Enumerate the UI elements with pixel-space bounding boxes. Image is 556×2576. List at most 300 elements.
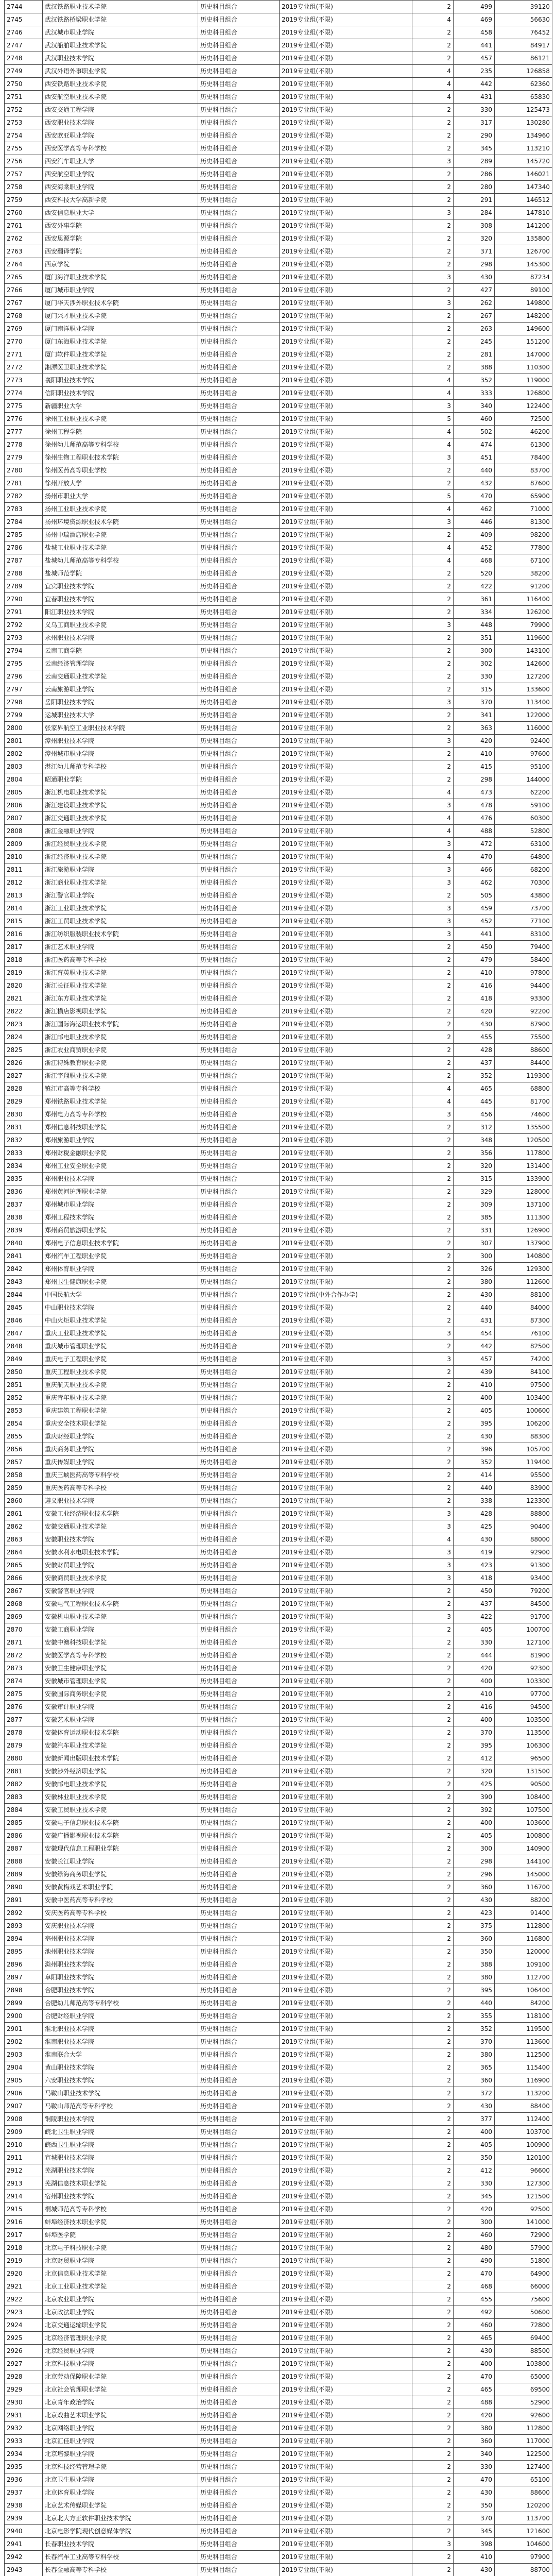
school-name-cell: 中山火炬职业技术学院 — [43, 1314, 198, 1327]
major-group-cell: 2019专业组(不限) — [280, 65, 412, 78]
min-rank-cell: 39120 — [495, 1, 552, 13]
min-rank-cell: 146512 — [495, 194, 552, 207]
major-group-cell: 2019专业组(不限) — [280, 1520, 412, 1533]
plan-count-cell: 2 — [412, 335, 454, 348]
school-code-cell: 2809 — [5, 838, 43, 851]
major-group-cell: 2019专业组(不限) — [280, 1443, 412, 1456]
table-row — [5, 863, 552, 876]
subject-category-cell: 历史科目组合 — [198, 1482, 280, 1495]
major-group-cell: 2019专业组(不限) — [280, 1997, 412, 2010]
table-row — [5, 1868, 552, 1881]
school-code-cell: 2906 — [5, 2087, 43, 2100]
plan-count-cell: 2 — [412, 1224, 454, 1237]
min-rank-cell: 94500 — [495, 1701, 552, 1714]
plan-count-cell: 3 — [412, 735, 454, 748]
school-code-cell: 2901 — [5, 2023, 43, 2036]
school-code-cell: 2826 — [5, 1057, 43, 1070]
school-name-cell: 北京北大方正软件职业技术学院 — [43, 2512, 198, 2525]
school-name-cell: 北京工业职业技术学院 — [43, 2280, 198, 2293]
plan-count-cell: 2 — [412, 168, 454, 181]
table-row — [5, 1340, 552, 1353]
school-code-cell: 2868 — [5, 1598, 43, 1611]
school-code-cell: 2790 — [5, 593, 43, 606]
school-code-cell: 2818 — [5, 954, 43, 967]
major-group-cell: 2019专业组(不限) — [280, 13, 412, 26]
school-code-cell: 2793 — [5, 632, 43, 645]
school-name-cell: 扬州中瑞酒店职业学院 — [43, 529, 198, 541]
subject-category-cell: 历史科目组合 — [198, 451, 280, 464]
min-rank-cell: 147000 — [495, 348, 552, 361]
plan-count-cell: 2 — [412, 1276, 454, 1289]
plan-count-cell: 2 — [412, 2499, 454, 2512]
major-group-cell: 2019专业组(不限) — [280, 541, 412, 554]
min-score-cell: 425 — [454, 1778, 495, 1791]
major-group-cell: 2019专业组(不限) — [280, 181, 412, 194]
min-score-cell: 431 — [454, 91, 495, 104]
min-rank-cell: 134960 — [495, 129, 552, 142]
min-rank-cell: 61300 — [495, 438, 552, 451]
subject-category-cell: 历史科目组合 — [198, 541, 280, 554]
table-row — [5, 748, 552, 760]
subject-category-cell: 历史科目组合 — [198, 1559, 280, 1572]
school-code-cell: 2924 — [5, 2319, 43, 2332]
school-name-cell: 北京科技经营管理学院 — [43, 2461, 198, 2473]
table-row — [5, 1778, 552, 1791]
school-code-cell: 2922 — [5, 2293, 43, 2306]
min-rank-cell: 63100 — [495, 838, 552, 851]
subject-category-cell: 历史科目组合 — [198, 773, 280, 786]
school-name-cell: 扬州环境资源职业技术学院 — [43, 516, 198, 529]
subject-category-cell: 历史科目组合 — [198, 438, 280, 451]
school-code-cell: 2839 — [5, 1224, 43, 1237]
subject-category-cell: 历史科目组合 — [198, 284, 280, 297]
plan-count-cell: 2 — [412, 1366, 454, 1379]
major-group-cell: 2019专业组(不限) — [280, 129, 412, 142]
plan-count-cell: 2 — [412, 1675, 454, 1688]
subject-category-cell: 历史科目组合 — [198, 696, 280, 709]
subject-category-cell: 历史科目组合 — [198, 2499, 280, 2512]
min-score-cell: 326 — [454, 1263, 495, 1276]
min-score-cell: 300 — [454, 1842, 495, 1855]
table-row — [5, 1623, 552, 1636]
plan-count-cell: 2 — [412, 2461, 454, 2473]
school-code-cell: 2844 — [5, 1289, 43, 1301]
min-score-cell: 456 — [454, 1108, 495, 1121]
min-rank-cell: 113400 — [495, 696, 552, 709]
table-row — [5, 2448, 552, 2461]
plan-count-cell: 3 — [412, 451, 454, 464]
school-name-cell: 北京卫生职业学院 — [43, 2473, 198, 2486]
school-code-cell: 2930 — [5, 2396, 43, 2409]
min-score-cell: 468 — [454, 554, 495, 567]
plan-count-cell: 2 — [412, 1237, 454, 1250]
table-row — [5, 2396, 552, 2409]
table-row — [5, 26, 552, 39]
school-name-cell: 马鞍山师范高等专科学校 — [43, 2100, 198, 2113]
school-name-cell: 郑州工程技术学院 — [43, 1211, 198, 1224]
table-row — [5, 284, 552, 297]
min-score-cell: 412 — [454, 2164, 495, 2177]
school-code-cell: 2914 — [5, 2190, 43, 2203]
plan-count-cell: 2 — [412, 2409, 454, 2422]
school-name-cell: 中山职业技术学院 — [43, 1301, 198, 1314]
min-score-cell: 479 — [454, 954, 495, 967]
major-group-cell: 2019专业组(不限) — [280, 2061, 412, 2074]
table-row — [5, 1482, 552, 1495]
school-name-cell: 阜阳职业技术学院 — [43, 1971, 198, 1984]
plan-count-cell: 2 — [412, 773, 454, 786]
plan-count-cell: 3 — [412, 1611, 454, 1623]
min-rank-cell: 59100 — [495, 799, 552, 812]
school-code-cell: 2833 — [5, 1147, 43, 1160]
plan-count-cell: 2 — [412, 593, 454, 606]
plan-count-cell: 2 — [412, 1984, 454, 1997]
major-group-cell: 2019专业组(不限) — [280, 1018, 412, 1031]
min-score-cell: 450 — [454, 941, 495, 954]
min-rank-cell: 128000 — [495, 1185, 552, 1198]
min-rank-cell: 56630 — [495, 13, 552, 26]
min-rank-cell: 146021 — [495, 168, 552, 181]
subject-category-cell: 历史科目组合 — [198, 1636, 280, 1649]
table-row — [5, 2203, 552, 2216]
table-row — [5, 400, 552, 413]
plan-count-cell: 2 — [412, 1726, 454, 1739]
subject-category-cell: 历史科目组合 — [198, 2332, 280, 2345]
school-code-cell: 2828 — [5, 1082, 43, 1095]
min-rank-cell: 103400 — [495, 1392, 552, 1404]
plan-count-cell: 2 — [412, 1920, 454, 1933]
school-code-cell: 2822 — [5, 1005, 43, 1018]
min-rank-cell: 78400 — [495, 451, 552, 464]
school-code-cell: 2824 — [5, 1031, 43, 1044]
min-score-cell: 388 — [454, 1958, 495, 1971]
table-row — [5, 232, 552, 245]
major-group-cell: 2019专业组(不限) — [280, 1907, 412, 1920]
min-score-cell: 340 — [454, 400, 495, 413]
table-row — [5, 1263, 552, 1276]
subject-category-cell: 历史科目组合 — [198, 670, 280, 683]
major-group-cell: 2019专业组(不限) — [280, 1160, 412, 1173]
subject-category-cell: 历史科目组合 — [198, 91, 280, 104]
min-rank-cell: 137900 — [495, 1237, 552, 1250]
school-name-cell: 西安航空职业学院 — [43, 168, 198, 181]
table-row — [5, 1250, 552, 1263]
min-score-cell: 370 — [454, 2512, 495, 2525]
min-score-cell: 450 — [454, 1585, 495, 1598]
subject-category-cell: 历史科目组合 — [198, 1765, 280, 1778]
admission-score-sheet — [4, 0, 552, 2576]
min-rank-cell: 74600 — [495, 1108, 552, 1121]
subject-category-cell: 历史科目组合 — [198, 1726, 280, 1739]
min-score-cell: 267 — [454, 310, 495, 323]
min-rank-cell: 92400 — [495, 735, 552, 748]
major-group-cell: 2019专业组(不限) — [280, 1276, 412, 1289]
min-rank-cell: 107500 — [495, 1804, 552, 1817]
plan-count-cell: 2 — [412, 1688, 454, 1701]
min-score-cell: 430 — [454, 1289, 495, 1301]
plan-count-cell: 2 — [412, 2383, 454, 2396]
table-row — [5, 2358, 552, 2370]
plan-count-cell: 3 — [412, 1507, 454, 1520]
school-code-cell: 2851 — [5, 1379, 43, 1392]
min-rank-cell: 88600 — [495, 1044, 552, 1057]
min-rank-cell: 113200 — [495, 2087, 552, 2100]
min-score-cell: 451 — [454, 451, 495, 464]
subject-category-cell: 历史科目组合 — [198, 2036, 280, 2048]
subject-category-cell: 历史科目组合 — [198, 258, 280, 271]
table-row — [5, 1095, 552, 1108]
school-code-cell: 2768 — [5, 310, 43, 323]
school-code-cell: 2802 — [5, 748, 43, 760]
subject-category-cell: 历史科目组合 — [198, 232, 280, 245]
min-score-cell: 350 — [454, 2151, 495, 2164]
school-name-cell: 徐州幼儿师范高等专科学校 — [43, 438, 198, 451]
major-group-cell: 2019专业组(不限) — [280, 915, 412, 928]
subject-category-cell: 历史科目组合 — [198, 2061, 280, 2074]
min-score-cell: 405 — [454, 1404, 495, 1417]
table-row — [5, 1211, 552, 1224]
school-code-cell: 2879 — [5, 1739, 43, 1752]
major-group-cell: 2019专业组(不限) — [280, 580, 412, 593]
table-row — [5, 799, 552, 812]
min-score-cell: 455 — [454, 1031, 495, 1044]
min-rank-cell: 91400 — [495, 1907, 552, 1920]
major-group-cell: 2019专业组(不限) — [280, 1147, 412, 1160]
table-row — [5, 2100, 552, 2113]
min-rank-cell: 145300 — [495, 258, 552, 271]
min-rank-cell: 111300 — [495, 1211, 552, 1224]
min-rank-cell: 144100 — [495, 1855, 552, 1868]
school-name-cell: 浙江育英职业技术学院 — [43, 967, 198, 979]
school-code-cell: 2777 — [5, 426, 43, 438]
table-row — [5, 954, 552, 967]
major-group-cell: 2019专业组(不限) — [280, 967, 412, 979]
min-score-cell: 371 — [454, 245, 495, 258]
min-score-cell: 400 — [454, 2358, 495, 2370]
min-score-cell: 385 — [454, 1211, 495, 1224]
school-code-cell: 2908 — [5, 2113, 43, 2126]
min-rank-cell: 68800 — [495, 1082, 552, 1095]
major-group-cell: 2019专业组(不限) — [280, 1662, 412, 1675]
subject-category-cell: 历史科目组合 — [198, 2216, 280, 2229]
major-group-cell: 2019专业组(不限) — [280, 1057, 412, 1070]
major-group-cell: 2019专业组(不限) — [280, 1250, 412, 1263]
plan-count-cell: 3 — [412, 400, 454, 413]
plan-count-cell: 2 — [412, 580, 454, 593]
major-group-cell: 2019专业组(不限) — [280, 1829, 412, 1842]
plan-count-cell: 3 — [412, 915, 454, 928]
school-code-cell: 2904 — [5, 2061, 43, 2074]
min-rank-cell: 144000 — [495, 773, 552, 786]
school-code-cell: 2873 — [5, 1662, 43, 1675]
min-score-cell: 380 — [454, 1971, 495, 1984]
major-group-cell: 2019专业组(不限) — [280, 722, 412, 735]
table-row — [5, 1507, 552, 1520]
min-rank-cell: 103300 — [495, 1675, 552, 1688]
school-code-cell: 2813 — [5, 889, 43, 902]
plan-count-cell: 2 — [412, 1134, 454, 1147]
school-name-cell: 安徽邮电职业技术学院 — [43, 1778, 198, 1791]
table-row — [5, 2126, 552, 2139]
school-code-cell: 2926 — [5, 2345, 43, 2358]
plan-count-cell: 2 — [412, 2448, 454, 2461]
plan-count-cell: 2 — [412, 1714, 454, 1726]
min-score-cell: 442 — [454, 1340, 495, 1353]
subject-category-cell: 历史科目组合 — [198, 1018, 280, 1031]
school-code-cell: 2788 — [5, 567, 43, 580]
plan-count-cell: 2 — [412, 1379, 454, 1392]
plan-count-cell: 4 — [412, 374, 454, 387]
table-row — [5, 1855, 552, 1868]
subject-category-cell: 历史科目组合 — [198, 374, 280, 387]
min-rank-cell: 115400 — [495, 2061, 552, 2074]
major-group-cell: 2019专业组(不限) — [280, 2139, 412, 2151]
plan-count-cell: 2 — [412, 941, 454, 954]
school-name-cell: 重庆城市管理职业学院 — [43, 1340, 198, 1353]
school-name-cell: 漳州职业技术学院 — [43, 735, 198, 748]
major-group-cell: 2019专业组(不限) — [280, 928, 412, 941]
school-name-cell: 武汉外语外事职业学院 — [43, 65, 198, 78]
plan-count-cell: 3 — [412, 696, 454, 709]
subject-category-cell: 历史科目组合 — [198, 1572, 280, 1585]
min-score-cell: 442 — [454, 78, 495, 91]
major-group-cell: 2019专业组(不限) — [280, 1868, 412, 1881]
school-name-cell: 厦门华天涉外职业技术学院 — [43, 297, 198, 310]
school-code-cell: 2940 — [5, 2525, 43, 2538]
min-score-cell: 465 — [454, 1082, 495, 1095]
school-code-cell: 2857 — [5, 1456, 43, 1469]
subject-category-cell: 历史科目组合 — [198, 2177, 280, 2190]
major-group-cell: 2019专业组(不限) — [280, 39, 412, 52]
min-score-cell: 470 — [454, 2370, 495, 2383]
plan-count-cell: 2 — [412, 1057, 454, 1070]
table-row — [5, 1031, 552, 1044]
table-row — [5, 348, 552, 361]
school-name-cell: 浙江长征职业技术学院 — [43, 979, 198, 992]
min-score-cell: 490 — [454, 2255, 495, 2267]
major-group-cell: 2019专业组(不限) — [280, 271, 412, 284]
school-name-cell: 遵义职业技术学院 — [43, 1495, 198, 1507]
min-score-cell: 405 — [454, 2139, 495, 2151]
major-group-cell: 2019专业组(不限) — [280, 1881, 412, 1894]
min-score-cell: 420 — [454, 2203, 495, 2216]
table-row — [5, 1791, 552, 1804]
school-code-cell: 2861 — [5, 1507, 43, 1520]
plan-count-cell: 2 — [412, 258, 454, 271]
table-row — [5, 129, 552, 142]
school-name-cell: 安徽电子信息职业技术学院 — [43, 1817, 198, 1829]
school-code-cell: 2938 — [5, 2499, 43, 2512]
school-code-cell: 2782 — [5, 490, 43, 503]
major-group-cell: 2019专业组(不限) — [280, 168, 412, 181]
plan-count-cell: 2 — [412, 104, 454, 116]
min-rank-cell: 120200 — [495, 2499, 552, 2512]
plan-count-cell: 2 — [412, 1971, 454, 1984]
table-row — [5, 503, 552, 516]
min-rank-cell: 131400 — [495, 1160, 552, 1173]
min-score-cell: 445 — [454, 1095, 495, 1108]
table-row — [5, 374, 552, 387]
table-row — [5, 1121, 552, 1134]
min-rank-cell: 90400 — [495, 1520, 552, 1533]
school-code-cell: 2850 — [5, 1366, 43, 1379]
major-group-cell: 2019专业组(不限) — [280, 2074, 412, 2087]
table-row — [5, 2435, 552, 2448]
subject-category-cell: 历史科目组合 — [198, 1057, 280, 1070]
major-group-cell: 2019专业组(不限) — [280, 323, 412, 335]
school-name-cell: 安徽警官职业学院 — [43, 1585, 198, 1598]
plan-count-cell: 2 — [412, 232, 454, 245]
table-row — [5, 645, 552, 657]
subject-category-cell: 历史科目组合 — [198, 632, 280, 645]
major-group-cell: 2019专业组(不限) — [280, 1121, 412, 1134]
table-row — [5, 2564, 552, 2576]
school-name-cell: 厦门软件职业技术学院 — [43, 348, 198, 361]
plan-count-cell: 2 — [412, 967, 454, 979]
subject-category-cell: 历史科目组合 — [198, 683, 280, 696]
subject-category-cell: 历史科目组合 — [198, 1546, 280, 1559]
major-group-cell: 2019专业组(不限) — [280, 1688, 412, 1701]
major-group-cell: 2019专业组(不限) — [280, 2448, 412, 2461]
major-group-cell: 2019专业组(不限) — [280, 567, 412, 580]
school-name-cell: 芜湖职业技术学院 — [43, 2164, 198, 2177]
min-rank-cell: 117000 — [495, 2435, 552, 2448]
subject-category-cell: 历史科目组合 — [198, 529, 280, 541]
school-code-cell: 2810 — [5, 851, 43, 863]
table-row — [5, 1018, 552, 1031]
plan-count-cell: 2 — [412, 1817, 454, 1829]
plan-count-cell: 2 — [412, 979, 454, 992]
plan-count-cell: 5 — [412, 490, 454, 503]
school-code-cell: 2853 — [5, 1404, 43, 1417]
plan-count-cell: 4 — [412, 1533, 454, 1546]
plan-count-cell: 2 — [412, 2473, 454, 2486]
plan-count-cell: 4 — [412, 786, 454, 799]
school-code-cell: 2932 — [5, 2422, 43, 2435]
plan-count-cell: 2 — [412, 2564, 454, 2576]
subject-category-cell: 历史科目组合 — [198, 1598, 280, 1611]
min-rank-cell: 98200 — [495, 529, 552, 541]
min-rank-cell: 113500 — [495, 1726, 552, 1739]
major-group-cell: 2019专业组(不限) — [280, 2435, 412, 2448]
school-name-cell: 盐城工业职业技术学院 — [43, 541, 198, 554]
major-group-cell: 2019专业组(中外合作办学) — [280, 1289, 412, 1301]
school-code-cell: 2903 — [5, 2048, 43, 2061]
school-code-cell: 2745 — [5, 13, 43, 26]
plan-count-cell: 3 — [412, 1353, 454, 1366]
min-score-cell: 361 — [454, 593, 495, 606]
plan-count-cell: 4 — [412, 851, 454, 863]
school-code-cell: 2798 — [5, 696, 43, 709]
major-group-cell: 2019专业组(不限) — [280, 1237, 412, 1250]
table-row — [5, 1585, 552, 1598]
plan-count-cell: 2 — [412, 1289, 454, 1301]
plan-count-cell: 2 — [412, 1778, 454, 1791]
plan-count-cell: 2 — [412, 2061, 454, 2074]
school-name-cell: 宿州职业技术学院 — [43, 2190, 198, 2203]
table-row — [5, 2409, 552, 2422]
major-group-cell: 2019专业组(不限) — [280, 2358, 412, 2370]
plan-count-cell: 2 — [412, 26, 454, 39]
plan-count-cell: 2 — [412, 683, 454, 696]
school-code-cell: 2916 — [5, 2216, 43, 2229]
school-name-cell: 安徽商贸职业技术学院 — [43, 1572, 198, 1585]
min-rank-cell: 92300 — [495, 1662, 552, 1675]
school-code-cell: 2778 — [5, 438, 43, 451]
school-code-cell: 2795 — [5, 657, 43, 670]
major-group-cell: 2019专业组(不限) — [280, 773, 412, 786]
major-group-cell: 2019专业组(不限) — [280, 1611, 412, 1623]
